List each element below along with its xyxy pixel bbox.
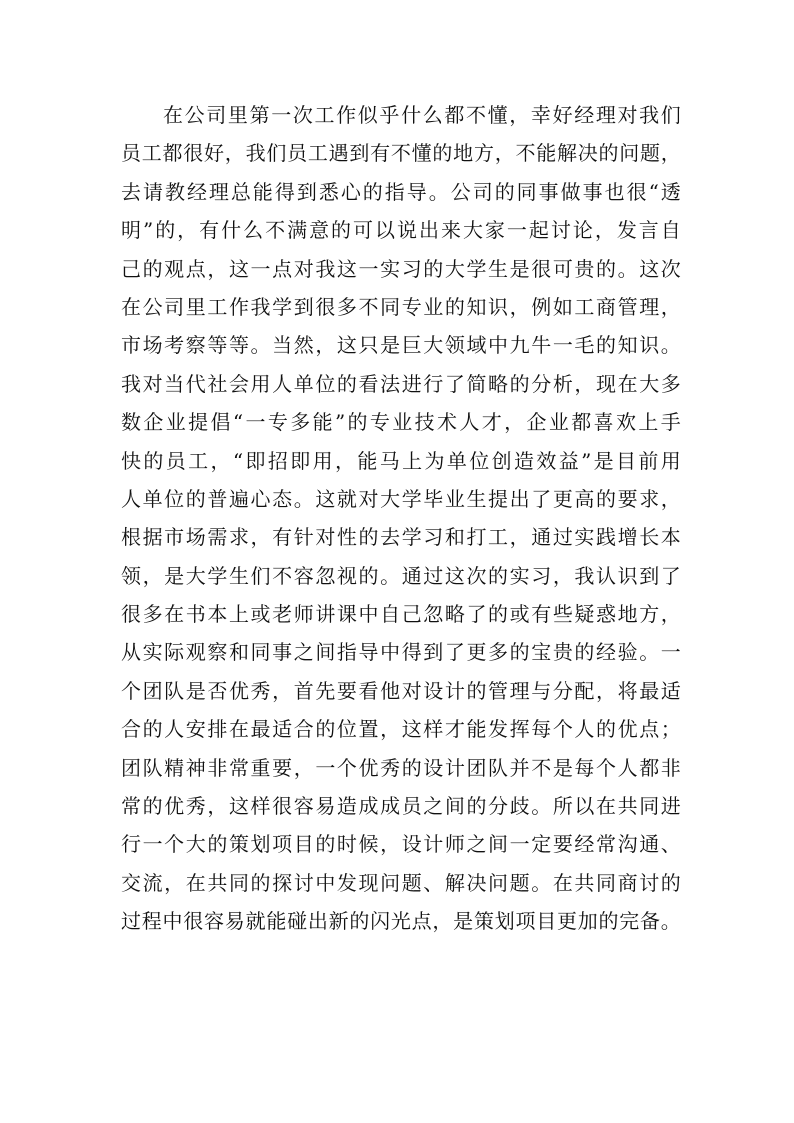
text-line: 我对当代社会用人单位的看法进行了简略的分析，现在大多 (121, 371, 681, 396)
text-line: 团队精神非常重要，一个优秀的设计团队并不是每个人都非 (121, 755, 681, 780)
text-line: 常的优秀，这样很容易造成成员之间的分歧。所以在共同进 (121, 794, 681, 819)
text-line: 领，是大学生们不容忽视的。通过这次的实习，我认识到了 (121, 563, 681, 588)
text-line: 去请教经理总能得到悉心的指导。公司的同事做事也很“透 (121, 179, 681, 204)
text-line: 从实际观察和同事之间指导中得到了更多的宝贵的经验。一 (121, 640, 681, 665)
text-line: 在公司里第一次工作似乎什么都不懂，幸好经理对我们 (163, 103, 681, 127)
text-line: 行一个大的策划项目的时候，设计师之间一定要经常沟通、 (121, 832, 681, 857)
text-line: 员工都很好，我们员工遇到有不懂的地方，不能解决的问题， (121, 141, 681, 166)
text-line: 市场考察等等。当然，这只是巨大领域中九牛一毛的知识。 (121, 333, 681, 358)
body-paragraph (121, 96, 681, 941)
text-line: 在公司里工作我学到很多不同专业的知识，例如工商管理， (121, 294, 681, 319)
text-line: 明”的，有什么不满意的可以说出来大家一起讨论，发言自 (121, 218, 681, 243)
text-line: 数企业提倡“一专多能”的专业技术人才，企业都喜欢上手 (121, 410, 681, 435)
text-line: 交流，在共同的探讨中发现问题、解决问题。在共同商讨的 (121, 870, 681, 895)
text-line: 很多在书本上或老师讲课中自己忽略了的或有些疑惑地方， (121, 602, 681, 627)
text-line: 个团队是否优秀，首先要看他对设计的管理与分配，将最适 (121, 678, 681, 703)
text-line: 过程中很容易就能碰出新的闪光点，是策划项目更加的完备。 (121, 909, 681, 934)
text-line: 快的员工，“即招即用，能马上为单位创造效益”是目前用 (121, 448, 681, 473)
text-line: 合的人安排在最适合的位置，这样才能发挥每个人的优点； (121, 717, 681, 742)
text-line: 人单位的普遍心态。这就对大学毕业生提出了更高的要求， (121, 486, 681, 511)
text-line: 己的观点，这一点对我这一实习的大学生是很可贵的。这次 (121, 256, 681, 281)
text-line: 根据市场需求，有针对性的去学习和打工，通过实践增长本 (121, 525, 681, 550)
